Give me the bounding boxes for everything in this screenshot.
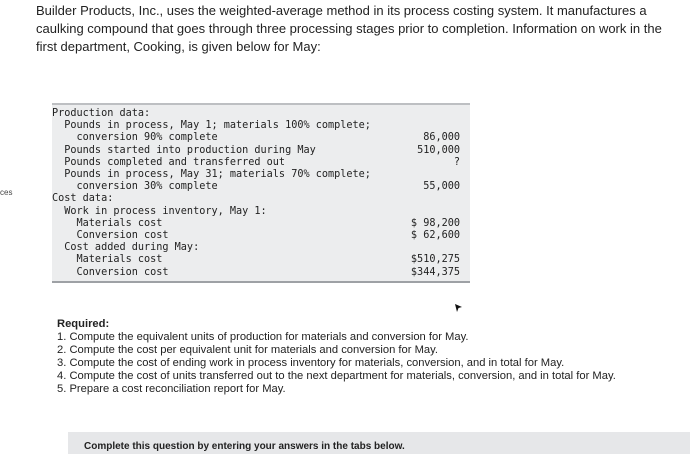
table-row-label: Cost added during May:	[52, 242, 200, 254]
mouse-pointer-icon	[453, 303, 463, 313]
table-top-rule	[52, 103, 470, 105]
table-row-value: $510,275	[410, 254, 460, 266]
required-item-5: 5. Prepare a cost reconciliation report for May.	[57, 383, 286, 395]
table-row-label: Pounds in process, May 31; materials 70% complete;	[52, 169, 371, 180]
table-row-label: Pounds completed and transferred out	[52, 156, 286, 168]
table-row-label: Production data:	[52, 108, 151, 119]
table-row-label: conversion 90% complete	[52, 132, 218, 144]
table-row-value: 86,000	[423, 132, 460, 144]
table-row-label: Materials cost	[52, 217, 163, 229]
answer-instructions-bar	[68, 432, 690, 454]
table-row-value: $344,375	[410, 266, 460, 278]
table-row-label: Pounds in process, May 1; materials 100% complete;	[52, 120, 371, 132]
table-row-label: conversion 30% complete	[52, 181, 218, 193]
table-row-label: Cost data:	[52, 193, 114, 205]
side-tab-label[interactable]: ces	[0, 188, 13, 197]
table-row-value: 510,000	[417, 144, 460, 156]
table-row-value: ?	[453, 156, 460, 168]
table-row-value: $ 98,200	[410, 217, 460, 229]
required-item-1: 1. Compute the equivalent units of production for materials and conversion for May.	[57, 331, 469, 343]
required-item-4: 4. Compute the cost of units transferred out to the next department for materials, conversion, and in total for May.	[57, 370, 616, 382]
table-row-value: $ 62,600	[410, 230, 460, 241]
required-item-3: 3. Compute the cost of ending work in process inventory for materials, conversion, and in total for May.	[57, 357, 565, 369]
production-cost-data-table	[52, 103, 470, 283]
required-heading: Required:	[57, 318, 110, 330]
table-row-value: 55,000	[423, 181, 460, 193]
required-section	[57, 318, 687, 396]
table-bottom-rule	[52, 281, 470, 283]
table-row-label: Pounds started into production during May	[52, 144, 316, 156]
table-row-label: Conversion cost	[52, 230, 169, 241]
table-row-label: Work in process inventory, May 1:	[52, 205, 267, 217]
problem-intro: Builder Products, Inc., uses the weighted-average method in its process costing system. It manufactures a caulking compound that goes through three processing stages prior to completion. Information on work in the first department, Cooking, is given below for May:	[36, 3, 662, 54]
table-row-label: Conversion cost	[52, 266, 169, 278]
required-item-2: 2. Compute the cost per equivalent unit for materials and conversion for May.	[57, 344, 438, 356]
table-row-label: Materials cost	[52, 254, 163, 266]
answer-instructions-text: Complete this question by entering your answers in the tabs below.	[84, 441, 405, 452]
